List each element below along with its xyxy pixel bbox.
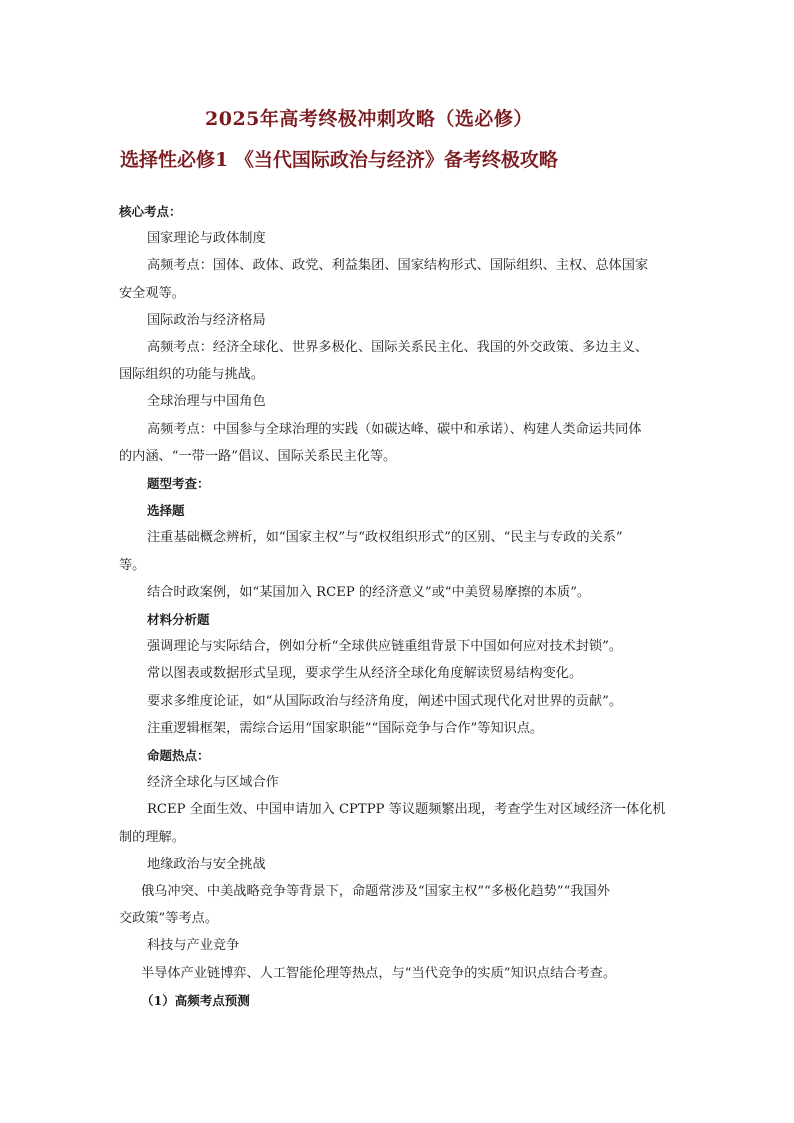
choice-point-1: 注重基础概念辨析，如“国家主权”与“政权组织形式”的区别、“民主与专政的关系”: [147, 530, 623, 546]
document-subtitle: 选择性必修1 《当代国际政治与经济》备考终极攻略: [120, 149, 558, 171]
core-topic-1-desc: 高频考点：国体、政体、政党、利益集团、国家结构形式、国际组织、主权、总体国家: [147, 258, 649, 274]
hot-topic-1-desc-cont: 制的理解。: [119, 829, 185, 845]
material-point-1: 强调理论与实际结合，例如分析“全球供应链重组背景下中国如何应对技术封锁”。: [147, 639, 623, 655]
section-heading-hot: 命题热点：: [147, 748, 210, 764]
hot-topic-1: 经济全球化与区域合作: [147, 775, 279, 791]
hot-topic-3: 科技与产业竞争: [147, 938, 240, 954]
subheading-material: 材料分析题: [147, 612, 210, 628]
core-topic-3-desc: 高频考点：中国参与全球治理的实践（如碳达峰、碳中和承诺）、构建人类命运共同体: [147, 421, 642, 437]
hot-topic-2-desc-cont: 交政策”等考点。: [119, 911, 219, 927]
hot-topic-3-desc: 半导体产业链博弈、人工智能伦理等热点，与“当代竞争的实质”知识点结合考查。: [141, 965, 617, 981]
material-point-2: 常以图表或数据形式呈现，要求学生从经济全球化角度解读贸易结构变化。: [147, 666, 583, 682]
core-topic-3-desc-cont: 的内涵、“一带一路”倡议、国际关系民主化等。: [119, 448, 397, 464]
hot-topic-1-desc: RCEP 全面生效、中国申请加入 CPTPP 等议题频繁出现，考查学生对区域经济一体化机: [147, 802, 666, 818]
core-topic-1-desc-cont: 安全观等。: [119, 285, 185, 301]
material-point-4: 注重逻辑框架，需综合运用“国家职能”“国际竞争与合作”等知识点。: [147, 720, 544, 736]
subheading-choice: 选择题: [147, 503, 185, 519]
hot-topic-2-desc: 俄乌冲突、中美战略竞争等背景下，命题常涉及“国家主权”“多极化趋势”“我国外: [141, 884, 610, 900]
core-topic-1: 国家理论与政体制度: [147, 231, 266, 247]
core-topic-3: 全球治理与中国角色: [147, 394, 266, 410]
material-point-3: 要求多维度论证，如“从国际政治与经济角度，阐述中国式现代化对世界的贡献”。: [147, 693, 623, 709]
predict-heading: （1）高频考点预测: [141, 992, 250, 1008]
hot-topic-2: 地缘政治与安全挑战: [147, 856, 266, 872]
document-title: 2025年高考终极冲刺攻略（选必修）: [205, 108, 533, 130]
section-heading-types: 题型考查：: [147, 476, 210, 492]
document-body: [119, 198, 679, 1014]
core-topic-2: 国际政治与经济格局: [147, 312, 266, 328]
choice-point-1-cont: 等。: [119, 557, 146, 573]
core-topic-2-desc-cont: 国际组织的功能与挑战。: [119, 367, 265, 383]
choice-point-2: 结合时政案例，如“某国加入 RCEP 的经济意义”或“中美贸易摩擦的本质”。: [147, 584, 591, 600]
core-topic-2-desc: 高频考点：经济全球化、世界多极化、国际关系民主化、我国的外交政策、多边主义、: [147, 340, 649, 356]
section-heading-core: 核心考点：: [119, 204, 182, 219]
